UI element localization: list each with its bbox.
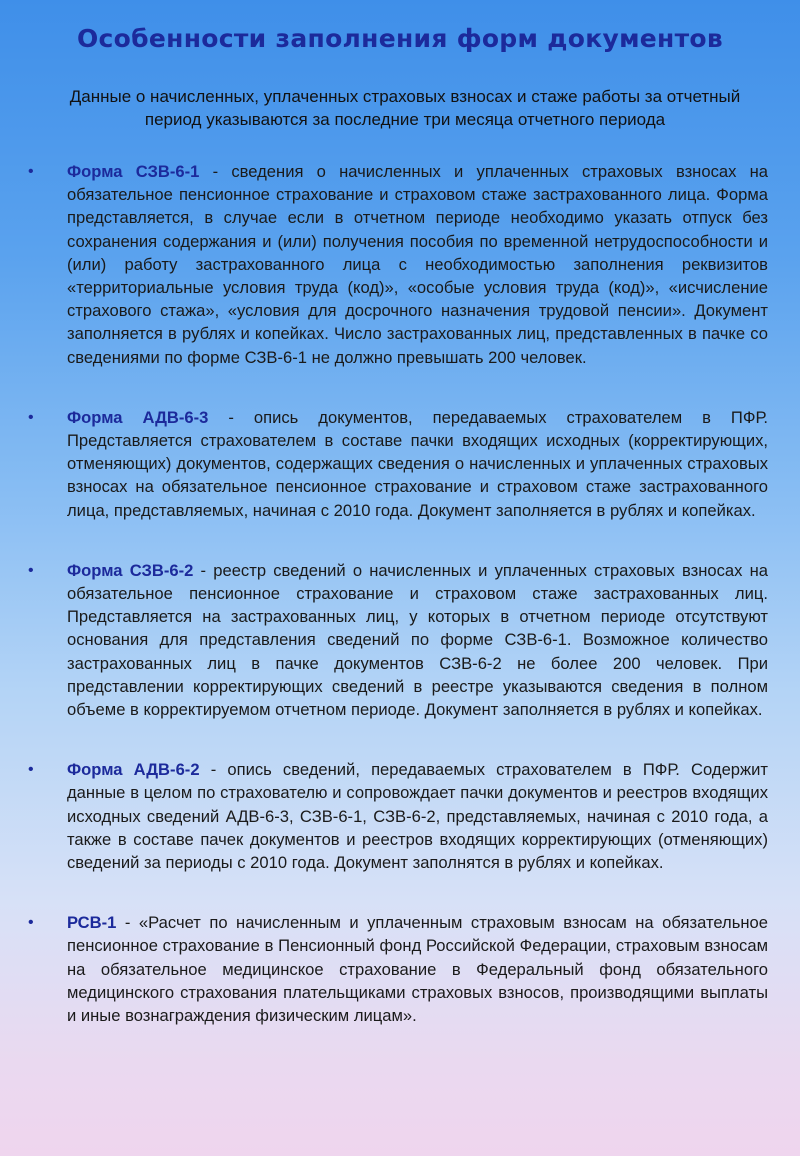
bullet-icon: • (28, 408, 34, 426)
intro-paragraph: Данные о начисленных, уплаченных страховых взносах и стаже работы за отчетный период указываются за последние три месяца отчетного периода (69, 87, 741, 129)
form-description: - реестр сведений о начисленных и уплаченных страховых взносах на обязательное пенсионное страхование и страховом стаже застрахованных лиц. Представляется на застрахованных лиц, у которых в отчетном периоде отсутствуют основания для представления сведений по форме СЗВ-6-1. Возможное количество застрахованных лиц в пачке документов СЗВ-6-2 не более 200 человек. При представлении корректирующих сведений в реестре указываются сведения в полном объеме в корректируемом отчетном периоде. Документ заполняется в рублях и копейках. (67, 560, 768, 720)
list-item-rsv-1 (28, 911, 768, 1027)
form-name: РСВ-1 (67, 913, 117, 933)
form-description: - сведения о начисленных и уплаченных страховых взносах на обязательное пенсионное страхование и страховом стаже застрахованного лица. Форма представляется, в случае если в отчетном периоде необходимо указать отпуск без сохранения содержания и (или) получения пособия по временной нетрудоспособности и (или) работу застрахованного лица с необходимостью заполнения реквизитов «территориальные условия труда (код)», «особые условия труда (код)», «исчисление страхового стажа», «условия для досрочного назначения трудовой пенсии». Документ заполняется в рублях и копейках. Число застрахованных лиц, представленных в пачке со сведениями по форме СЗВ-6-1 не должно превышать 200 человек. (67, 162, 768, 367)
bullet-icon: • (28, 561, 34, 579)
forms-list (28, 160, 768, 1064)
list-item-adv-6-2 (28, 758, 768, 874)
form-name: Форма СЗВ-6-2 (67, 560, 194, 580)
bullet-icon: • (28, 914, 34, 932)
list-item-adv-6-3 (28, 406, 768, 522)
form-name: Форма СЗВ-6-1 (67, 162, 200, 181)
bullet-icon: • (28, 163, 34, 180)
page-title: Особенности заполнения форм документов (76, 24, 724, 53)
list-item-szv-6-2 (28, 559, 768, 721)
form-description: - опись сведений, передаваемых страхователем в ПФР. Содержит данные в целом по страхователю и сопровождает пачки документов и реестров входящих исходных сведений АДВ-6-3, СЗВ-6-1, СЗВ-6-2, представляемых, начиная с 2010 года, а также в составе пачек документов и реестров входящих корректирующих (отменяющих) сведений за периоды с 2010 года. Документ заполнятся в рублях и копейках. (67, 760, 768, 873)
form-name: Форма АДВ-6-2 (67, 760, 200, 780)
bullet-icon: • (28, 761, 34, 779)
form-description: - «Расчет по начисленным и уплаченным страховым взносам на обязательное пенсионное страхование в Пенсионный фонд Российской Федерации, страховым взносам на обязательное медицинское страхование в Федеральный фонд обязательного медицинского страхования плательщиками страховых взносов, производящими выплаты и иные вознаграждения физическим лицам». (67, 913, 768, 1026)
form-name: Форма АДВ-6-3 (67, 407, 209, 427)
form-description: - опись документов, передаваемых страхователем в ПФР. Представляется страхователем в составе пачки входящих исходных (корректирующих, отменяющих) документов, содержащих сведения о начисленных и уплаченных страховых взносах на обязательное пенсионное страхование и страховом стаже застрахованного лица, представляемых, начиная с 2010 года. Документ заполняется в рублях и копейках. (67, 407, 768, 520)
list-item-szv-6-1 (28, 160, 768, 369)
